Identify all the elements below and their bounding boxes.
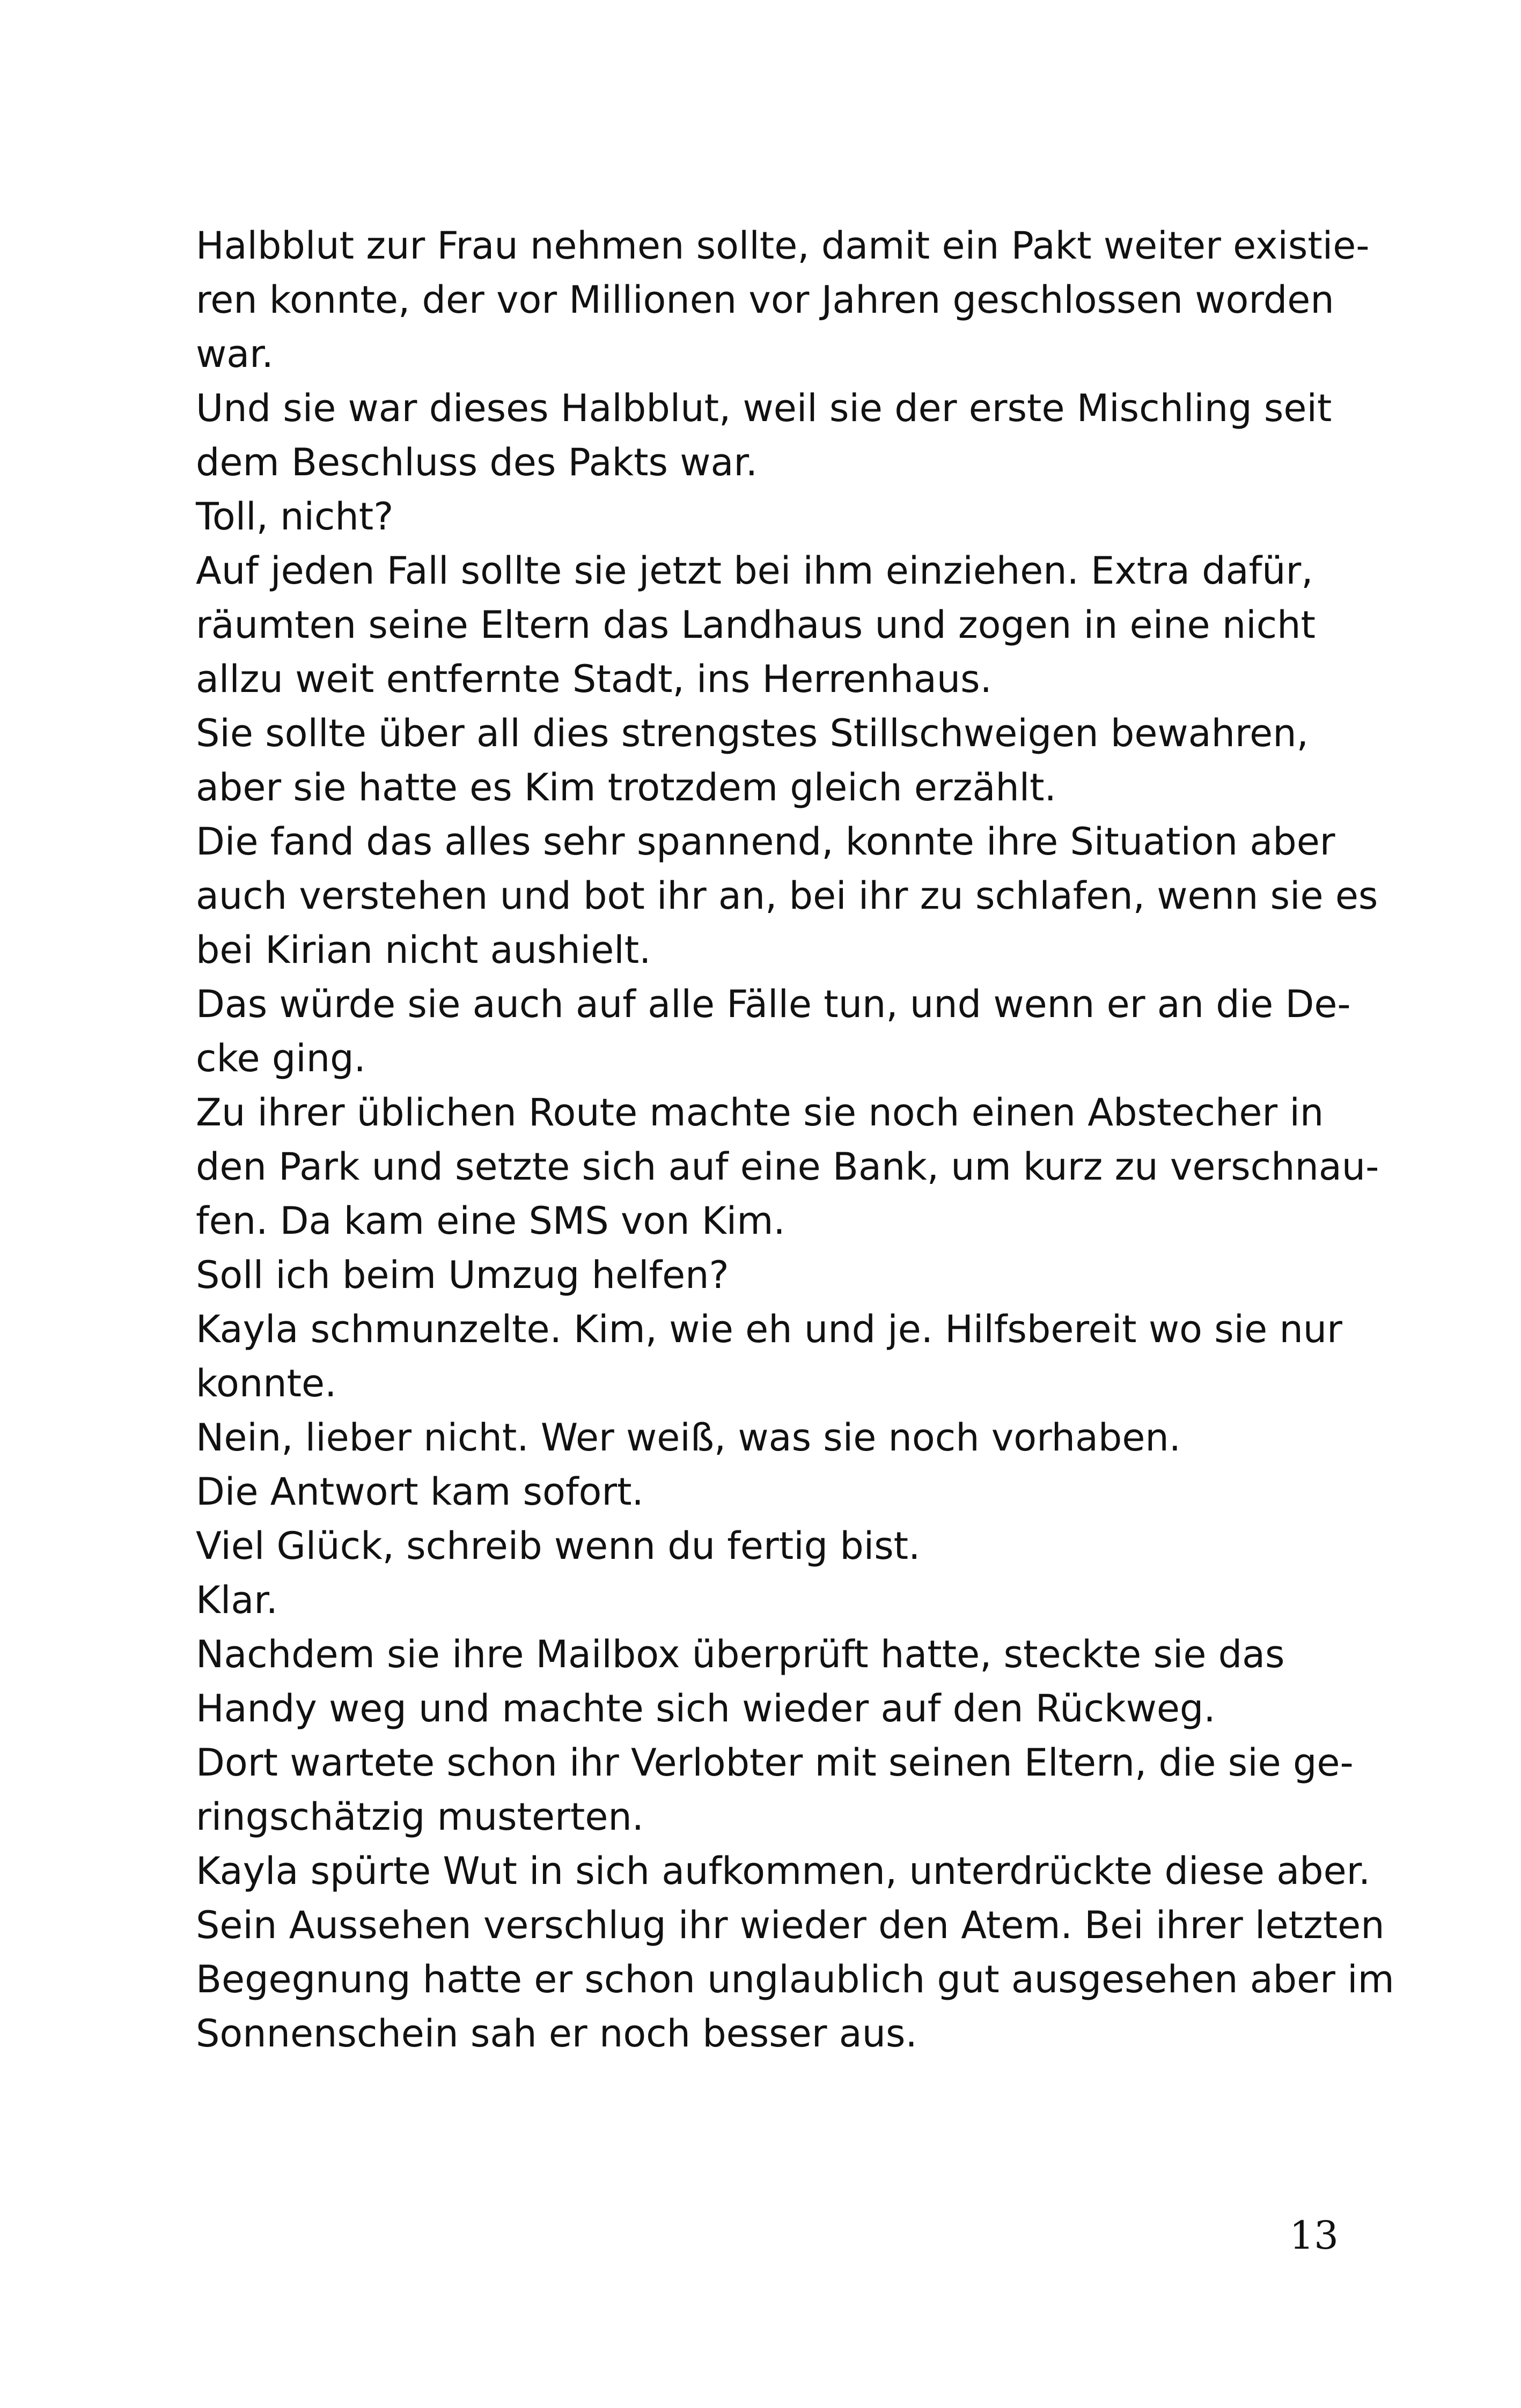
text-line: war. [196, 332, 274, 376]
text-line: Viel Glück, schreib wenn du fertig bist. [196, 1524, 921, 1568]
text-line: Die fand das alles sehr spannend, konnte ihre Situation aber [196, 820, 1335, 864]
text-line: Das würde sie auch auf alle Fälle tun, und wenn er an die De- [196, 982, 1351, 1026]
text-line: Soll ich beim Umzug helfen? [196, 1253, 729, 1297]
text-line: Klar. [196, 1578, 278, 1622]
text-line: Dort wartete schon ihr Verlobter mit seinen Eltern, die sie ge- [196, 1741, 1354, 1785]
text-line: Halbblut zur Frau nehmen sollte, damit ein Pakt weiter existie- [196, 224, 1370, 268]
text-line: Auf jeden Fall sollte sie jetzt bei ihm einziehen. Extra dafür, [196, 549, 1313, 593]
text-line: Nein, lieber nicht. Wer weiß, was sie noch vorhaben. [196, 1416, 1181, 1460]
text-line: ren konnte, der vor Millionen vor Jahren geschlossen worden [196, 278, 1334, 322]
text-line: konnte. [196, 1361, 337, 1405]
text-line: Kayla schmunzelte. Kim, wie eh und je. Hilfsbereit wo sie nur [196, 1307, 1342, 1351]
text-line: Kayla spürte Wut in sich aufkommen, unterdrückte diese aber. [196, 1849, 1371, 1893]
text-line: bei Kirian nicht aushielt. [196, 928, 651, 972]
text-line: Und sie war dieses Halbblut, weil sie der erste Mischling seit [196, 386, 1332, 430]
text-line: räumten seine Eltern das Landhaus und zogen in eine nicht [196, 603, 1316, 647]
text-line: Zu ihrer üblichen Route machte sie noch einen Abstecher in [196, 1091, 1324, 1135]
text-line: Begegnung hatte er schon unglaublich gut ausgesehen aber im [196, 1957, 1394, 2001]
text-line: Toll, nicht? [196, 495, 394, 539]
text-line: Handy weg und machte sich wieder auf den Rückweg. [196, 1687, 1216, 1730]
text-line: Die Antwort kam sofort. [196, 1470, 644, 1514]
text-line: Nachdem sie ihre Mailbox überprüft hatte, steckte sie das [196, 1632, 1285, 1676]
text-line: den Park und setzte sich auf eine Bank, um kurz zu verschnau- [196, 1145, 1379, 1189]
text-line: Sonnenschein sah er noch besser aus. [196, 2012, 917, 2056]
text-line: fen. Da kam eine SMS von Kim. [196, 1199, 785, 1243]
text-line: aber sie hatte es Kim trotzdem gleich erzählt. [196, 765, 1056, 809]
text-line: dem Beschluss des Pakts war. [196, 440, 758, 484]
text-line: Sie sollte über all dies strengstes Stillschweigen bewahren, [196, 711, 1309, 755]
body-text [196, 219, 1394, 2061]
text-line: ringschätzig musterten. [196, 1795, 644, 1839]
page-number: 13 [1289, 2213, 1339, 2258]
text-line: Sein Aussehen verschlug ihr wieder den Atem. Bei ihrer letzten [196, 1903, 1385, 1947]
text-line: allzu weit entfernte Stadt, ins Herrenhaus. [196, 657, 992, 701]
text-line: auch verstehen und bot ihr an, bei ihr zu schlafen, wenn sie es [196, 874, 1378, 918]
text-line: cke ging. [196, 1036, 366, 1080]
